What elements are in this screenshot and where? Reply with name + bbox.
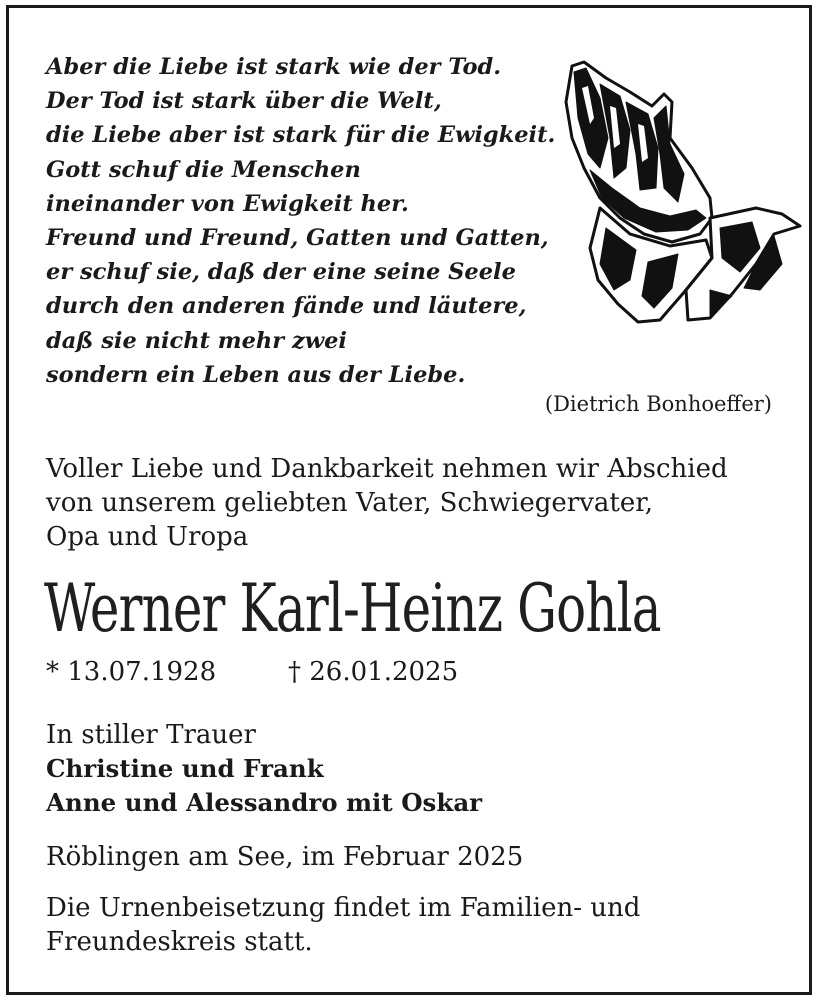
poem-line: daß sie nicht mehr zwei: [46, 327, 347, 354]
intro-line: von unserem geliebten Vater, Schwiegervater,: [46, 488, 654, 518]
poem-line: ineinander von Ewigkeit her.: [46, 190, 409, 217]
birth-date: * 13.07.1928: [46, 657, 217, 687]
burial-note: [46, 891, 640, 959]
mourners-block: [46, 718, 482, 820]
poem-line: Gott schuf die Menschen: [46, 156, 361, 183]
deceased-name: Werner Karl-Heinz Gohla: [44, 570, 661, 647]
poem-author: (Dietrich Bonhoeffer): [544, 392, 772, 416]
burial-line: Die Urnenbeisetzung findet im Familien- und: [46, 893, 641, 923]
poem-line: Freund und Freund, Gatten und Gatten,: [46, 225, 549, 252]
farewell-intro: [46, 452, 728, 554]
poem-line: Der Tod ist stark über die Welt,: [46, 88, 442, 115]
praying-hands-icon: [560, 58, 805, 330]
poem-line: Aber die Liebe ist stark wie der Tod.: [46, 54, 502, 80]
poem: [46, 50, 555, 392]
poem-line: er schuf sie, daß der eine seine Seele: [46, 259, 516, 286]
burial-line: Freundeskreis statt.: [46, 927, 313, 957]
poem-line: durch den anderen fände und läutere,: [46, 293, 527, 320]
intro-line: Opa und Uropa: [46, 522, 249, 552]
poem-line: die Liebe aber ist stark für die Ewigkeit.: [46, 122, 556, 149]
mourner-line: Anne und Alessandro mit Oskar: [46, 788, 483, 817]
mourning-intro: In stiller Trauer: [46, 720, 256, 750]
poem-line: sondern ein Leben aus der Liebe.: [46, 361, 466, 388]
intro-line: Voller Liebe und Dankbarkeit nehmen wir Abschied: [46, 454, 728, 484]
life-dates: [46, 657, 459, 687]
mourner-line: Christine und Frank: [46, 754, 324, 783]
place-date: Röblingen am See, im Februar 2025: [46, 842, 524, 872]
death-date: † 26.01.2025: [288, 657, 459, 687]
